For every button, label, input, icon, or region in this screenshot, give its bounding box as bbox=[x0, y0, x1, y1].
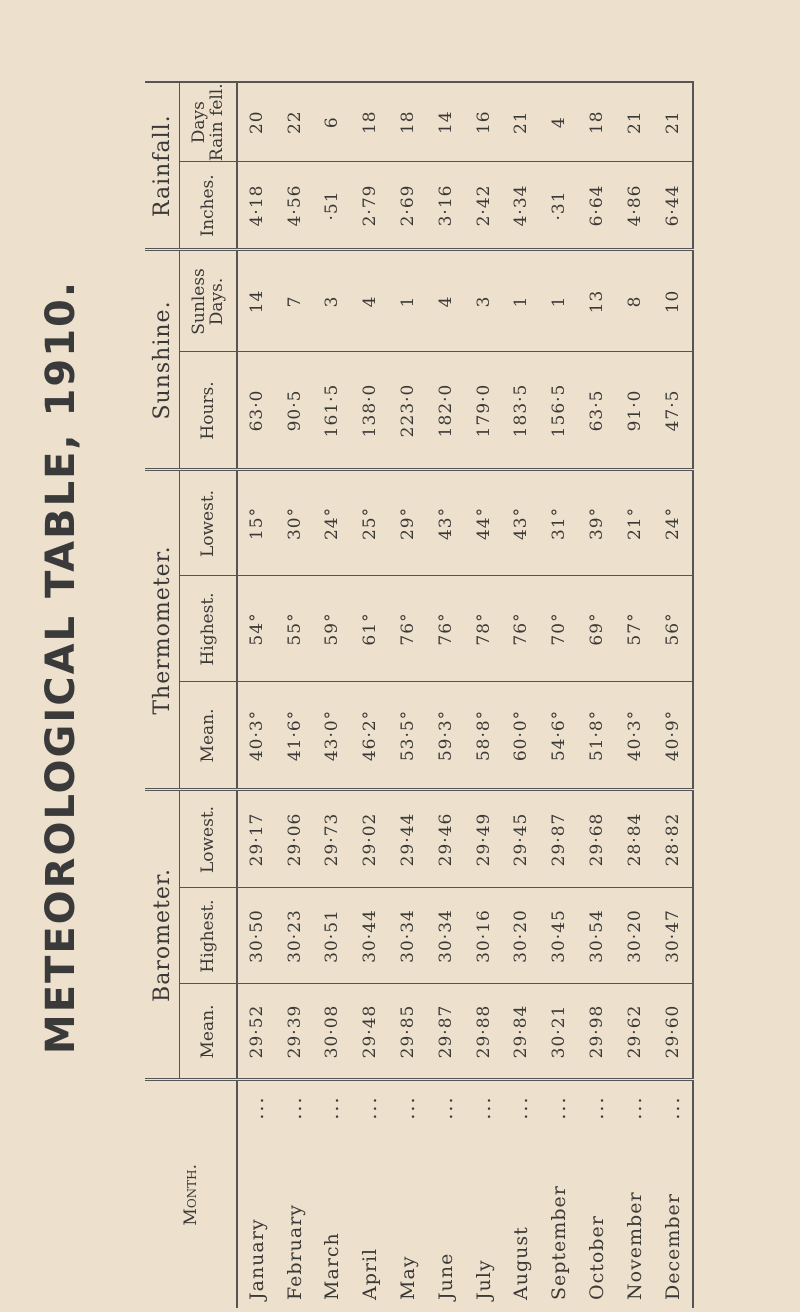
rain-in-cell: 4·34 bbox=[503, 162, 541, 250]
rain-days-cell: 22 bbox=[276, 82, 314, 162]
rain-days-cell: 20 bbox=[237, 82, 276, 162]
bar-high-cell: 30·34 bbox=[427, 888, 465, 984]
meteorological-table bbox=[145, 81, 694, 1308]
th-low-cell: 39° bbox=[578, 470, 616, 576]
sunless-cell: 3 bbox=[314, 250, 352, 352]
bar-high-cell: 30·45 bbox=[540, 888, 578, 984]
bar-mean-cell: 29·48 bbox=[351, 984, 389, 1080]
rain-in-cell: ·31 bbox=[540, 162, 578, 250]
th-low-cell: 31° bbox=[540, 470, 578, 576]
sun-hours-cell: 156·5 bbox=[540, 352, 578, 470]
header-sunshine: Sunshine. bbox=[145, 250, 180, 470]
bar-mean-cell: 29·60 bbox=[654, 984, 693, 1080]
th-mean-cell: 60·0° bbox=[503, 682, 541, 790]
month-cell bbox=[616, 1080, 654, 1308]
bar-low-cell: 29·87 bbox=[540, 790, 578, 888]
th-high-cell: 54° bbox=[237, 576, 276, 682]
table-row bbox=[616, 82, 654, 1308]
table-row bbox=[654, 82, 693, 1308]
rain-in-cell: 2·79 bbox=[351, 162, 389, 250]
month-label: February bbox=[283, 1203, 306, 1300]
bar-high-cell: 30·54 bbox=[578, 888, 616, 984]
bar-low-cell: 29·68 bbox=[578, 790, 616, 888]
table-row bbox=[237, 82, 276, 1308]
month-cell bbox=[237, 1080, 276, 1308]
th-mean-cell: 40·9° bbox=[654, 682, 693, 790]
sun-hours-cell: 223·0 bbox=[389, 352, 427, 470]
th-high-cell: 56° bbox=[654, 576, 693, 682]
th-high-cell: 55° bbox=[276, 576, 314, 682]
bar-low-cell: 29·44 bbox=[389, 790, 427, 888]
month-cell bbox=[465, 1080, 503, 1308]
sunless-cell: 10 bbox=[654, 250, 693, 352]
sunless-cell: 14 bbox=[237, 250, 276, 352]
th-high-cell: 70° bbox=[540, 576, 578, 682]
bar-low-cell: 29·73 bbox=[314, 790, 352, 888]
header-th-highest: Highest. bbox=[180, 576, 238, 682]
bar-low-cell: 29·45 bbox=[503, 790, 541, 888]
rain-in-cell: 3·16 bbox=[427, 162, 465, 250]
bar-mean-cell: 30·21 bbox=[540, 984, 578, 1080]
th-high-cell: 76° bbox=[389, 576, 427, 682]
rain-in-cell: ·51 bbox=[314, 162, 352, 250]
month-label: April bbox=[359, 1247, 382, 1300]
th-high-cell: 61° bbox=[351, 576, 389, 682]
bar-mean-cell: 29·62 bbox=[616, 984, 654, 1080]
bar-high-cell: 30·20 bbox=[616, 888, 654, 984]
rain-days-cell: 18 bbox=[351, 82, 389, 162]
th-low-cell: 24° bbox=[654, 470, 693, 576]
th-high-cell: 78° bbox=[465, 576, 503, 682]
th-low-cell: 43° bbox=[503, 470, 541, 576]
rain-days-cell: 14 bbox=[427, 82, 465, 162]
th-mean-cell: 54·6° bbox=[540, 682, 578, 790]
bar-mean-cell: 29·88 bbox=[465, 984, 503, 1080]
rain-days-cell: 21 bbox=[654, 82, 693, 162]
rain-days-cell: 18 bbox=[389, 82, 427, 162]
sunless-cell: 3 bbox=[465, 250, 503, 352]
month-cell bbox=[389, 1080, 427, 1308]
leader-dots: ... bbox=[661, 1095, 684, 1120]
leader-dots: ... bbox=[472, 1095, 495, 1120]
bar-low-cell: 29·49 bbox=[465, 790, 503, 888]
bar-low-cell: 29·17 bbox=[237, 790, 276, 888]
rain-in-cell: 4·56 bbox=[276, 162, 314, 250]
page-title: METEOROLOGICAL TABLE, 1910. bbox=[38, 279, 84, 1055]
th-low-cell: 21° bbox=[616, 470, 654, 576]
bar-low-cell: 29·46 bbox=[427, 790, 465, 888]
rain-in-cell: 6·44 bbox=[654, 162, 693, 250]
header-bar-mean: Mean. bbox=[180, 984, 238, 1080]
bar-low-cell: 28·84 bbox=[616, 790, 654, 888]
sunless-cell: 4 bbox=[427, 250, 465, 352]
bar-mean-cell: 29·84 bbox=[503, 984, 541, 1080]
sun-hours-cell: 91·0 bbox=[616, 352, 654, 470]
bar-high-cell: 30·23 bbox=[276, 888, 314, 984]
rain-in-cell: 4·18 bbox=[237, 162, 276, 250]
sun-hours-cell: 63·0 bbox=[237, 352, 276, 470]
header-barometer: Barometer. bbox=[145, 790, 180, 1080]
sun-hours-cell: 63·5 bbox=[578, 352, 616, 470]
header-th-mean: Mean. bbox=[180, 682, 238, 790]
month-cell bbox=[503, 1080, 541, 1308]
th-high-cell: 76° bbox=[503, 576, 541, 682]
th-low-cell: 44° bbox=[465, 470, 503, 576]
rain-days-cell: 21 bbox=[503, 82, 541, 162]
bar-mean-cell: 29·52 bbox=[237, 984, 276, 1080]
th-mean-cell: 41·6° bbox=[276, 682, 314, 790]
sunless-cell: 4 bbox=[351, 250, 389, 352]
sun-hours-cell: 179·0 bbox=[465, 352, 503, 470]
th-mean-cell: 51·8° bbox=[578, 682, 616, 790]
th-high-cell: 69° bbox=[578, 576, 616, 682]
sun-hours-cell: 182·0 bbox=[427, 352, 465, 470]
bar-mean-cell: 29·98 bbox=[578, 984, 616, 1080]
table-row bbox=[465, 82, 503, 1308]
th-mean-cell: 40·3° bbox=[616, 682, 654, 790]
month-cell bbox=[314, 1080, 352, 1308]
leader-dots: ... bbox=[586, 1095, 609, 1120]
rain-in-cell: 2·42 bbox=[465, 162, 503, 250]
th-low-cell: 43° bbox=[427, 470, 465, 576]
header-sun-hours: Hours. bbox=[180, 352, 238, 470]
th-mean-cell: 59·3° bbox=[427, 682, 465, 790]
bar-high-cell: 30·51 bbox=[314, 888, 352, 984]
rain-days-cell: 18 bbox=[578, 82, 616, 162]
month-label: March bbox=[321, 1232, 344, 1300]
bar-mean-cell: 29·39 bbox=[276, 984, 314, 1080]
month-cell bbox=[276, 1080, 314, 1308]
th-low-cell: 30° bbox=[276, 470, 314, 576]
month-cell bbox=[654, 1080, 693, 1308]
header-rain-inches: Inches. bbox=[180, 162, 238, 250]
th-mean-cell: 58·8° bbox=[465, 682, 503, 790]
bar-high-cell: 30·47 bbox=[654, 888, 693, 984]
bar-low-cell: 29·06 bbox=[276, 790, 314, 888]
leader-dots: ... bbox=[245, 1095, 268, 1120]
rain-days-cell: 6 bbox=[314, 82, 352, 162]
month-label: May bbox=[397, 1255, 420, 1300]
rain-days-cell: 4 bbox=[540, 82, 578, 162]
table-row bbox=[351, 82, 389, 1308]
sunless-cell: 1 bbox=[540, 250, 578, 352]
th-mean-cell: 46·2° bbox=[351, 682, 389, 790]
th-high-cell: 59° bbox=[314, 576, 352, 682]
th-high-cell: 76° bbox=[427, 576, 465, 682]
sun-hours-cell: 90·5 bbox=[276, 352, 314, 470]
header-bar-lowest: Lowest. bbox=[180, 790, 238, 888]
sunless-cell: 1 bbox=[503, 250, 541, 352]
leader-dots: ... bbox=[548, 1095, 571, 1120]
month-label: December bbox=[661, 1193, 684, 1300]
th-mean-cell: 43·0° bbox=[314, 682, 352, 790]
bar-high-cell: 30·20 bbox=[503, 888, 541, 984]
sun-hours-cell: 161·5 bbox=[314, 352, 352, 470]
table-row bbox=[427, 82, 465, 1308]
header-rainfall: Rainfall. bbox=[145, 82, 180, 250]
rain-in-cell: 6·64 bbox=[578, 162, 616, 250]
month-cell bbox=[351, 1080, 389, 1308]
leader-dots: ... bbox=[397, 1095, 420, 1120]
bar-low-cell: 29·02 bbox=[351, 790, 389, 888]
bar-high-cell: 30·34 bbox=[389, 888, 427, 984]
bar-mean-cell: 29·85 bbox=[389, 984, 427, 1080]
bar-high-cell: 30·50 bbox=[237, 888, 276, 984]
sunless-cell: 13 bbox=[578, 250, 616, 352]
header-th-lowest: Lowest. bbox=[180, 470, 238, 576]
header-bar-highest: Highest. bbox=[180, 888, 238, 984]
table-body bbox=[237, 82, 693, 1308]
bar-mean-cell: 29·87 bbox=[427, 984, 465, 1080]
table-row bbox=[540, 82, 578, 1308]
table-row bbox=[276, 82, 314, 1308]
bar-high-cell: 30·44 bbox=[351, 888, 389, 984]
sun-hours-cell: 183·5 bbox=[503, 352, 541, 470]
header-sunless-days: Sunless Days. bbox=[180, 250, 238, 352]
month-label: June bbox=[434, 1252, 457, 1300]
sun-hours-cell: 47·5 bbox=[654, 352, 693, 470]
leader-dots: ... bbox=[283, 1095, 306, 1120]
month-label: August bbox=[510, 1226, 533, 1300]
th-low-cell: 25° bbox=[351, 470, 389, 576]
th-high-cell: 57° bbox=[616, 576, 654, 682]
th-low-cell: 24° bbox=[314, 470, 352, 576]
header-rain-days: Days Rain fell. bbox=[180, 82, 238, 162]
th-low-cell: 15° bbox=[237, 470, 276, 576]
table-row bbox=[503, 82, 541, 1308]
leader-dots: ... bbox=[623, 1095, 646, 1120]
th-low-cell: 29° bbox=[389, 470, 427, 576]
rain-days-cell: 16 bbox=[465, 82, 503, 162]
bar-low-cell: 28·82 bbox=[654, 790, 693, 888]
sun-hours-cell: 138·0 bbox=[351, 352, 389, 470]
header-thermometer: Thermometer. bbox=[145, 470, 180, 790]
table-row bbox=[314, 82, 352, 1308]
rain-days-cell: 21 bbox=[616, 82, 654, 162]
sunless-cell: 8 bbox=[616, 250, 654, 352]
leader-dots: ... bbox=[434, 1095, 457, 1120]
month-label: September bbox=[548, 1185, 571, 1300]
th-mean-cell: 53·5° bbox=[389, 682, 427, 790]
month-cell bbox=[578, 1080, 616, 1308]
table-row bbox=[389, 82, 427, 1308]
leader-dots: ... bbox=[321, 1095, 344, 1120]
month-label: January bbox=[245, 1218, 268, 1300]
month-label: July bbox=[472, 1259, 495, 1300]
leader-dots: ... bbox=[510, 1095, 533, 1120]
sunless-cell: 7 bbox=[276, 250, 314, 352]
month-label: November bbox=[623, 1191, 646, 1300]
month-cell bbox=[540, 1080, 578, 1308]
sunless-cell: 1 bbox=[389, 250, 427, 352]
rain-in-cell: 4·86 bbox=[616, 162, 654, 250]
bar-mean-cell: 30·08 bbox=[314, 984, 352, 1080]
header-month: Month. bbox=[145, 1080, 237, 1308]
month-label: October bbox=[586, 1215, 609, 1300]
table-row bbox=[578, 82, 616, 1308]
leader-dots: ... bbox=[359, 1095, 382, 1120]
rain-in-cell: 2·69 bbox=[389, 162, 427, 250]
bar-high-cell: 30·16 bbox=[465, 888, 503, 984]
th-mean-cell: 40·3° bbox=[237, 682, 276, 790]
month-cell bbox=[427, 1080, 465, 1308]
